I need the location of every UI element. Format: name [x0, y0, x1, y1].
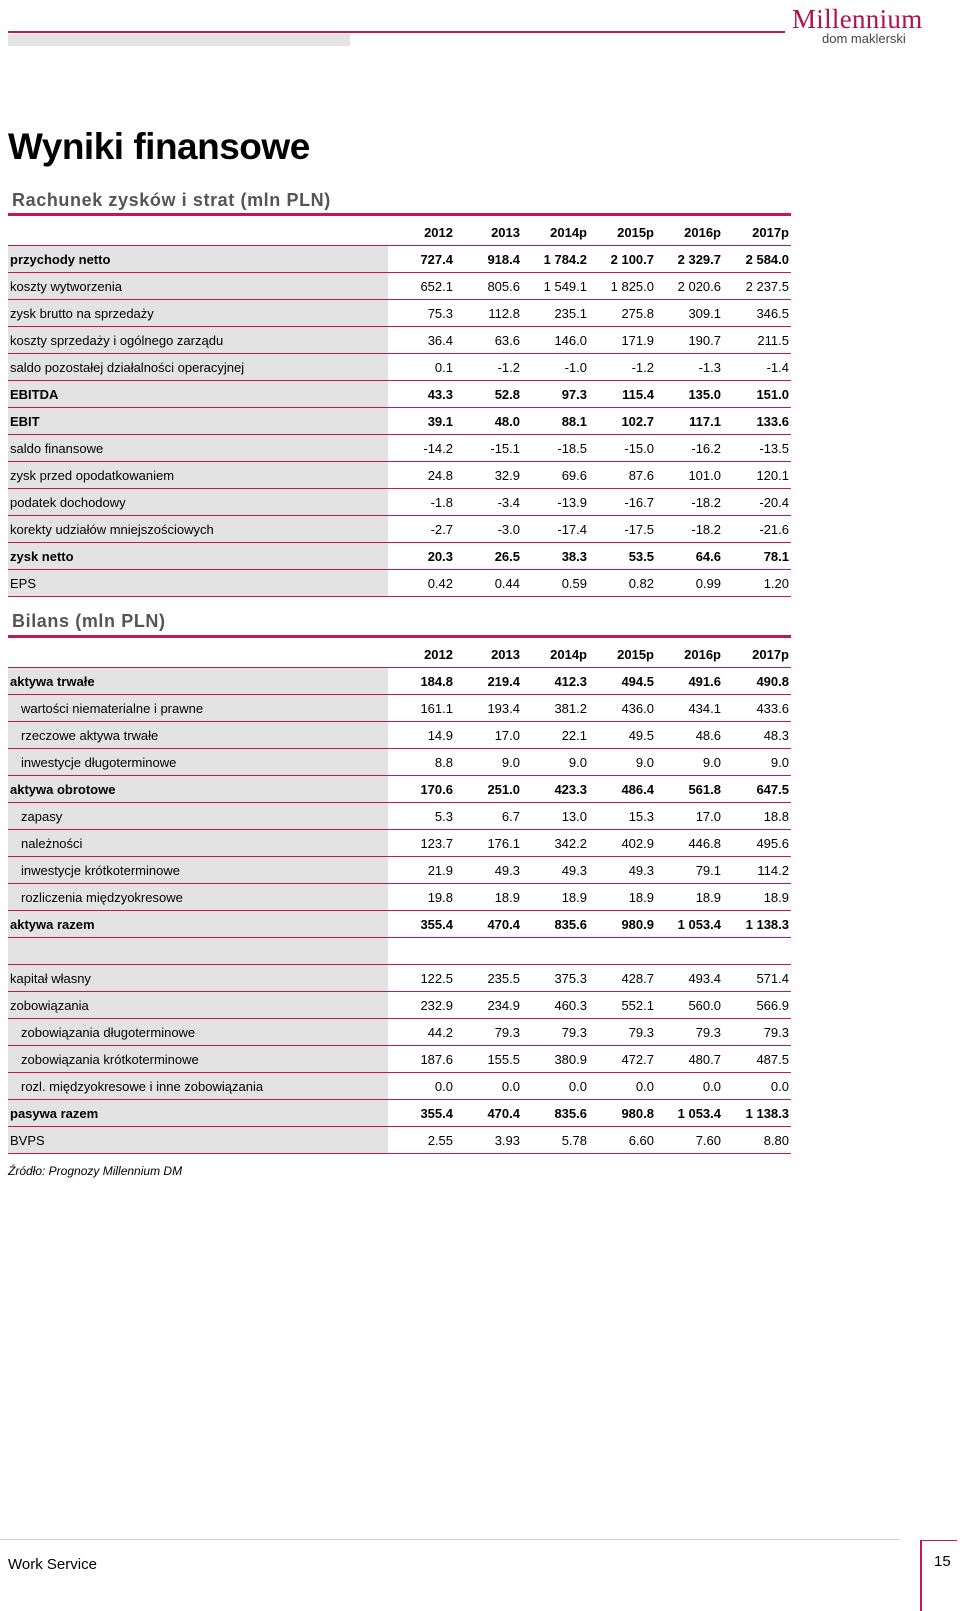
value-cell: 2 329.7 — [656, 246, 723, 273]
value-cell: 0.0 — [723, 1073, 791, 1100]
spacer-cell — [723, 938, 791, 965]
value-cell: 123.7 — [388, 830, 455, 857]
row-label: rozliczenia międzyokresowe — [8, 884, 388, 911]
value-cell: -17.5 — [589, 516, 656, 543]
footer-rule — [0, 1539, 900, 1540]
value-cell: 3.93 — [455, 1127, 522, 1154]
header-label-cell — [8, 219, 388, 246]
value-cell: 0.0 — [522, 1073, 589, 1100]
row-label: aktywa obrotowe — [8, 776, 388, 803]
value-cell: -14.2 — [388, 435, 455, 462]
footer-company: Work Service — [8, 1556, 97, 1573]
value-cell: 1 053.4 — [656, 911, 723, 938]
value-cell: -1.2 — [589, 354, 656, 381]
row-label: wartości niematerialne i prawne — [8, 695, 388, 722]
value-cell: 32.9 — [455, 462, 522, 489]
value-cell: 44.2 — [388, 1019, 455, 1046]
value-cell: 232.9 — [388, 992, 455, 1019]
value-cell: 17.0 — [455, 722, 522, 749]
table-header-row — [8, 219, 791, 246]
value-cell: 251.0 — [455, 776, 522, 803]
table-row — [8, 462, 791, 489]
year-header: 2012 — [388, 641, 455, 668]
value-cell: 49.5 — [589, 722, 656, 749]
value-cell: 428.7 — [589, 965, 656, 992]
table-header-row — [8, 641, 791, 668]
table-row — [8, 857, 791, 884]
value-cell: 1 138.3 — [723, 1100, 791, 1127]
millennium-logo — [786, 2, 936, 46]
value-cell: 2 020.6 — [656, 273, 723, 300]
value-cell: 647.5 — [723, 776, 791, 803]
row-label: korekty udziałów mniejszościowych — [8, 516, 388, 543]
value-cell: 480.7 — [656, 1046, 723, 1073]
row-label: EPS — [8, 570, 388, 597]
value-cell: 78.1 — [723, 543, 791, 570]
row-label: zobowiązania długoterminowe — [8, 1019, 388, 1046]
value-cell: 346.5 — [723, 300, 791, 327]
row-label: BVPS — [8, 1127, 388, 1154]
value-cell: -15.0 — [589, 435, 656, 462]
logo-name: Millennium — [792, 4, 923, 34]
value-cell: 0.0 — [388, 1073, 455, 1100]
value-cell: 0.0 — [455, 1073, 522, 1100]
value-cell: 2 237.5 — [723, 273, 791, 300]
table-row — [8, 965, 791, 992]
value-cell: -16.2 — [656, 435, 723, 462]
value-cell: 161.1 — [388, 695, 455, 722]
value-cell: 171.9 — [589, 327, 656, 354]
table-row — [8, 1127, 791, 1154]
logo-subtitle: dom maklerski — [822, 31, 906, 46]
row-label: zapasy — [8, 803, 388, 830]
source-note: Źródło: Prognozy Millennium DM — [8, 1164, 183, 1178]
spacer-cell — [589, 938, 656, 965]
table-row — [8, 803, 791, 830]
value-cell: 490.8 — [723, 668, 791, 695]
page-number: 15 — [934, 1553, 951, 1570]
value-cell: -3.4 — [455, 489, 522, 516]
value-cell: 235.1 — [522, 300, 589, 327]
spacer-cell — [388, 938, 455, 965]
value-cell: 75.3 — [388, 300, 455, 327]
page-title: Wyniki finansowe — [8, 126, 310, 167]
value-cell: 1 138.3 — [723, 911, 791, 938]
value-cell: 155.5 — [455, 1046, 522, 1073]
row-label: zysk netto — [8, 543, 388, 570]
table-row — [8, 695, 791, 722]
value-cell: 446.8 — [656, 830, 723, 857]
value-cell: 24.8 — [388, 462, 455, 489]
value-cell: 79.3 — [723, 1019, 791, 1046]
value-cell: 2.55 — [388, 1127, 455, 1154]
page-number-rule — [921, 1540, 957, 1541]
value-cell: 1 825.0 — [589, 273, 656, 300]
value-cell: 6.7 — [455, 803, 522, 830]
table-row — [8, 668, 791, 695]
table-row — [8, 273, 791, 300]
row-label: koszty sprzedaży i ogólnego zarządu — [8, 327, 388, 354]
value-cell: 79.3 — [455, 1019, 522, 1046]
row-label: zobowiązania — [8, 992, 388, 1019]
table-row — [8, 722, 791, 749]
value-cell: 727.4 — [388, 246, 455, 273]
year-header: 2015p — [589, 641, 656, 668]
row-label: aktywa trwałe — [8, 668, 388, 695]
value-cell: 275.8 — [589, 300, 656, 327]
value-cell: 0.0 — [656, 1073, 723, 1100]
header-gray-bar — [8, 34, 350, 46]
value-cell: 5.3 — [388, 803, 455, 830]
value-cell: 211.5 — [723, 327, 791, 354]
row-label: rzeczowe aktywa trwałe — [8, 722, 388, 749]
row-label: aktywa razem — [8, 911, 388, 938]
value-cell: 133.6 — [723, 408, 791, 435]
table-row — [8, 1100, 791, 1127]
value-cell: 460.3 — [522, 992, 589, 1019]
value-cell: 15.3 — [589, 803, 656, 830]
header-label-cell — [8, 641, 388, 668]
value-cell: 495.6 — [723, 830, 791, 857]
value-cell: -20.4 — [723, 489, 791, 516]
value-cell: 436.0 — [589, 695, 656, 722]
value-cell: -1.3 — [656, 354, 723, 381]
value-cell: 122.5 — [388, 965, 455, 992]
row-label: pasywa razem — [8, 1100, 388, 1127]
header-pink-rule — [8, 31, 785, 33]
value-cell: 184.8 — [388, 668, 455, 695]
spacer-row — [8, 938, 791, 965]
value-cell: 79.3 — [656, 1019, 723, 1046]
value-cell: 434.1 — [656, 695, 723, 722]
value-cell: -1.8 — [388, 489, 455, 516]
value-cell: 18.8 — [723, 803, 791, 830]
table-row — [8, 435, 791, 462]
value-cell: 187.6 — [388, 1046, 455, 1073]
value-cell: 493.4 — [656, 965, 723, 992]
value-cell: 9.0 — [455, 749, 522, 776]
value-cell: -15.1 — [455, 435, 522, 462]
value-cell: 566.9 — [723, 992, 791, 1019]
row-label: saldo pozostałej działalności operacyjnej — [8, 354, 388, 381]
year-header: 2015p — [589, 219, 656, 246]
value-cell: 21.9 — [388, 857, 455, 884]
table-row — [8, 884, 791, 911]
table-row — [8, 246, 791, 273]
value-cell: 88.1 — [522, 408, 589, 435]
value-cell: 571.4 — [723, 965, 791, 992]
value-cell: 402.9 — [589, 830, 656, 857]
value-cell: -17.4 — [522, 516, 589, 543]
value-cell: 135.0 — [656, 381, 723, 408]
value-cell: 494.5 — [589, 668, 656, 695]
value-cell: 9.0 — [723, 749, 791, 776]
value-cell: 470.4 — [455, 1100, 522, 1127]
value-cell: 170.6 — [388, 776, 455, 803]
value-cell: 79.3 — [522, 1019, 589, 1046]
value-cell: 1 784.2 — [522, 246, 589, 273]
value-cell: 9.0 — [589, 749, 656, 776]
value-cell: 8.8 — [388, 749, 455, 776]
value-cell: 49.3 — [589, 857, 656, 884]
value-cell: 48.6 — [656, 722, 723, 749]
table-row — [8, 408, 791, 435]
value-cell: 381.2 — [522, 695, 589, 722]
value-cell: 470.4 — [455, 911, 522, 938]
value-cell: 36.4 — [388, 327, 455, 354]
value-cell: 835.6 — [522, 911, 589, 938]
balance-sheet-table — [8, 641, 791, 1154]
value-cell: 49.3 — [455, 857, 522, 884]
value-cell: 176.1 — [455, 830, 522, 857]
year-header: 2017p — [723, 641, 791, 668]
value-cell: 1.20 — [723, 570, 791, 597]
table-row — [8, 1019, 791, 1046]
value-cell: 0.59 — [522, 570, 589, 597]
value-cell: -13.5 — [723, 435, 791, 462]
value-cell: 38.3 — [522, 543, 589, 570]
value-cell: 115.4 — [589, 381, 656, 408]
value-cell: 48.3 — [723, 722, 791, 749]
value-cell: 13.0 — [522, 803, 589, 830]
row-label: EBITDA — [8, 381, 388, 408]
table-row — [8, 300, 791, 327]
table-row — [8, 516, 791, 543]
value-cell: 87.6 — [589, 462, 656, 489]
value-cell: 18.9 — [723, 884, 791, 911]
table-row — [8, 992, 791, 1019]
value-cell: 486.4 — [589, 776, 656, 803]
row-label: kapitał własny — [8, 965, 388, 992]
value-cell: 79.1 — [656, 857, 723, 884]
value-cell: 433.6 — [723, 695, 791, 722]
row-label: podatek dochodowy — [8, 489, 388, 516]
value-cell: 561.8 — [656, 776, 723, 803]
value-cell: 120.1 — [723, 462, 791, 489]
value-cell: 309.1 — [656, 300, 723, 327]
value-cell: -2.7 — [388, 516, 455, 543]
spacer-cell — [8, 938, 388, 965]
value-cell: 472.7 — [589, 1046, 656, 1073]
value-cell: 69.6 — [522, 462, 589, 489]
value-cell: 652.1 — [388, 273, 455, 300]
value-cell: 0.1 — [388, 354, 455, 381]
value-cell: 380.9 — [522, 1046, 589, 1073]
value-cell: 491.6 — [656, 668, 723, 695]
balance-sheet-title: Bilans (mln PLN) — [12, 611, 166, 631]
page-number-bar — [920, 1540, 922, 1611]
table-row — [8, 489, 791, 516]
value-cell: 79.3 — [589, 1019, 656, 1046]
year-header: 2016p — [656, 641, 723, 668]
value-cell: -18.2 — [656, 516, 723, 543]
table-row — [8, 911, 791, 938]
table-row — [8, 543, 791, 570]
value-cell: 219.4 — [455, 668, 522, 695]
value-cell: -1.2 — [455, 354, 522, 381]
value-cell: 0.42 — [388, 570, 455, 597]
value-cell: 7.60 — [656, 1127, 723, 1154]
value-cell: -16.7 — [589, 489, 656, 516]
value-cell: 64.6 — [656, 543, 723, 570]
value-cell: 5.78 — [522, 1127, 589, 1154]
value-cell: 49.3 — [522, 857, 589, 884]
year-header: 2017p — [723, 219, 791, 246]
income-statement-table — [8, 219, 791, 597]
row-label: EBIT — [8, 408, 388, 435]
value-cell: 234.9 — [455, 992, 522, 1019]
year-header: 2014p — [522, 641, 589, 668]
value-cell: 193.4 — [455, 695, 522, 722]
row-label: koszty wytworzenia — [8, 273, 388, 300]
value-cell: 22.1 — [522, 722, 589, 749]
value-cell: 412.3 — [522, 668, 589, 695]
table-row — [8, 327, 791, 354]
value-cell: 0.99 — [656, 570, 723, 597]
spacer-cell — [455, 938, 522, 965]
value-cell: 375.3 — [522, 965, 589, 992]
value-cell: 14.9 — [388, 722, 455, 749]
value-cell: 9.0 — [656, 749, 723, 776]
row-label: rozl. międzyokresowe i inne zobowiązania — [8, 1073, 388, 1100]
value-cell: 980.9 — [589, 911, 656, 938]
value-cell: 19.8 — [388, 884, 455, 911]
value-cell: -1.0 — [522, 354, 589, 381]
value-cell: 805.6 — [455, 273, 522, 300]
row-label: inwestycje długoterminowe — [8, 749, 388, 776]
value-cell: 0.0 — [589, 1073, 656, 1100]
value-cell: -18.5 — [522, 435, 589, 462]
table-row — [8, 570, 791, 597]
table-row — [8, 1073, 791, 1100]
year-header: 2012 — [388, 219, 455, 246]
table-row — [8, 381, 791, 408]
row-label: przychody netto — [8, 246, 388, 273]
income-statement-rule — [8, 213, 791, 216]
value-cell: 8.80 — [723, 1127, 791, 1154]
value-cell: 26.5 — [455, 543, 522, 570]
value-cell: 980.8 — [589, 1100, 656, 1127]
value-cell: 355.4 — [388, 1100, 455, 1127]
value-cell: 17.0 — [656, 803, 723, 830]
value-cell: 2 100.7 — [589, 246, 656, 273]
value-cell: 0.82 — [589, 570, 656, 597]
value-cell: 0.44 — [455, 570, 522, 597]
row-label: inwestycje krótkoterminowe — [8, 857, 388, 884]
value-cell: 835.6 — [522, 1100, 589, 1127]
value-cell: 52.8 — [455, 381, 522, 408]
table-row — [8, 354, 791, 381]
value-cell: 342.2 — [522, 830, 589, 857]
year-header: 2014p — [522, 219, 589, 246]
value-cell: 39.1 — [388, 408, 455, 435]
value-cell: 102.7 — [589, 408, 656, 435]
value-cell: 114.2 — [723, 857, 791, 884]
table-row — [8, 830, 791, 857]
value-cell: 18.9 — [656, 884, 723, 911]
table-row — [8, 749, 791, 776]
value-cell: 423.3 — [522, 776, 589, 803]
year-header: 2013 — [455, 641, 522, 668]
row-label: saldo finansowe — [8, 435, 388, 462]
value-cell: 48.0 — [455, 408, 522, 435]
value-cell: 112.8 — [455, 300, 522, 327]
value-cell: 18.9 — [589, 884, 656, 911]
value-cell: -18.2 — [656, 489, 723, 516]
value-cell: 560.0 — [656, 992, 723, 1019]
value-cell: 487.5 — [723, 1046, 791, 1073]
value-cell: 2 584.0 — [723, 246, 791, 273]
value-cell: 6.60 — [589, 1127, 656, 1154]
table-row — [8, 776, 791, 803]
value-cell: -13.9 — [522, 489, 589, 516]
value-cell: 18.9 — [455, 884, 522, 911]
row-label: należności — [8, 830, 388, 857]
year-header: 2016p — [656, 219, 723, 246]
value-cell: 190.7 — [656, 327, 723, 354]
value-cell: -1.4 — [723, 354, 791, 381]
row-label: zysk przed opodatkowaniem — [8, 462, 388, 489]
row-label: zobowiązania krótkoterminowe — [8, 1046, 388, 1073]
table-row — [8, 1046, 791, 1073]
row-label: zysk brutto na sprzedaży — [8, 300, 388, 327]
spacer-cell — [656, 938, 723, 965]
value-cell: 97.3 — [522, 381, 589, 408]
value-cell: 117.1 — [656, 408, 723, 435]
value-cell: 1 549.1 — [522, 273, 589, 300]
value-cell: 20.3 — [388, 543, 455, 570]
value-cell: 151.0 — [723, 381, 791, 408]
value-cell: 552.1 — [589, 992, 656, 1019]
value-cell: 63.6 — [455, 327, 522, 354]
value-cell: 101.0 — [656, 462, 723, 489]
value-cell: 918.4 — [455, 246, 522, 273]
value-cell: 235.5 — [455, 965, 522, 992]
value-cell: 146.0 — [522, 327, 589, 354]
year-header: 2013 — [455, 219, 522, 246]
value-cell: 53.5 — [589, 543, 656, 570]
value-cell: -3.0 — [455, 516, 522, 543]
value-cell: 355.4 — [388, 911, 455, 938]
value-cell: 18.9 — [522, 884, 589, 911]
value-cell: 9.0 — [522, 749, 589, 776]
value-cell: -21.6 — [723, 516, 791, 543]
spacer-cell — [522, 938, 589, 965]
income-statement-title: Rachunek zysków i strat (mln PLN) — [12, 190, 331, 210]
balance-sheet-rule — [8, 635, 791, 638]
value-cell: 43.3 — [388, 381, 455, 408]
value-cell: 1 053.4 — [656, 1100, 723, 1127]
